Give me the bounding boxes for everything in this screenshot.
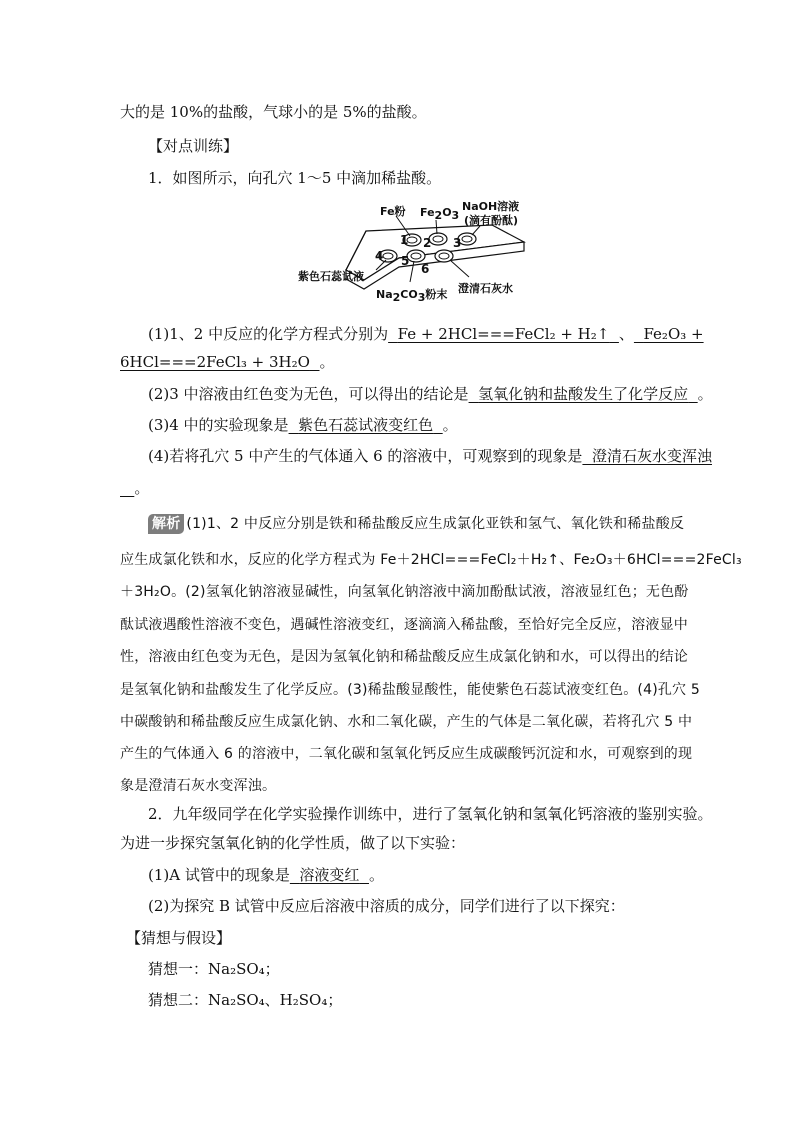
q1-stem: 1．如图所示，向孔穴 1～5 中滴加稀盐酸。 [148,169,442,187]
well-number-5: 5 [401,254,410,268]
q1-answer-1b-start: Fe₂O₃ + [643,325,704,343]
analysis-line-7: 中碳酸钠和稀盐酸反应生成氯化钠、水和二氧化碳，产生的气体是二氧化碳，若将孔穴 5 中 [120,714,693,730]
hypothesis-2: 猜想二：Na₂SO₄、H₂SO₄； [148,991,343,1009]
analysis-line-4: 酞试液遇酸性溶液不变色，遇碱性溶液变红，逐滴滴入稀盐酸，至恰好完全反应，溶液显中 [120,617,688,633]
label-na2co3: Na2CO3粉末 [376,288,448,302]
section-heading-training: 【对点训练】 [148,137,239,155]
q1-answer-1a: Fe + 2HCl===FeCl₂ + H₂↑ [397,325,610,343]
well-5 [407,250,425,262]
q2-stem-1: 2．九年级同学在化学实验操作训练中，进行了氢氧化钠和氢氧化钙溶液的鉴别实验。 [148,805,713,823]
spot-plate-figure [296,198,536,302]
q1-part4-cont: 。 [134,479,150,497]
q1-answer-1b-end: 6HCl===2FeCl₃ + 3H₂O [120,353,310,371]
well-number-2: 2 [423,236,432,250]
well-2 [429,233,447,245]
analysis-line-5: 性，溶液由红色变为无色，是因为氢氧化钠和稀盐酸反应生成氯化钠和水，可以得出的结论 [120,649,688,665]
q2-part2: (2)为探究 B 试管中反应后溶液中溶质的成分，同学们进行了以下探究： [148,897,625,915]
well-number-6: 6 [421,262,430,276]
label-naoh: NaOH溶液 [462,200,520,213]
analysis-badge: 解析 [148,514,184,534]
label-fe2o3: Fe2O3 [420,206,460,222]
q2-part1: (1)A 试管中的现象是 溶液变红 。 [148,866,384,884]
label-limewater: 澄清石灰水 [458,282,513,295]
q1-part4: (4)若将孔穴 5 中产生的气体通入 6 的溶液中，可观察到的现象是 澄清石灰水变浑浊 [148,447,712,465]
q1-answer-4: 澄清石灰水变浑浊 [591,447,712,465]
well-number-3: 3 [453,236,462,250]
analysis-line-6: 是氢氧化钠和盐酸发生了化学反应。(3)稀盐酸显酸性，能使紫色石蕊试液变红色。(4)孔穴 5 [120,682,701,698]
hypothesis-heading: 【猜想与假设】 [126,929,232,947]
q1-part2: (2)3 中溶液由红色变为无色，可以得出的结论是 氢氧化钠和盐酸发生了化学反应 。 [148,385,713,403]
q2-answer-1: 溶液变红 [299,866,360,884]
analysis-line-8: 产生的气体通入 6 的溶液中，二氧化碳和氢氧化钙反应生成碳酸钙沉淀和水，可观察到的现 [120,746,693,762]
hypothesis-1: 猜想一：Na₂SO₄； [148,960,280,978]
label-litmus: 紫色石蕊试液 [298,270,364,283]
analysis-line-3: ＋3H₂O。(2)氢氧化钠溶液显碱性，向氢氧化钠溶液中滴加酚酞试液，溶液显红色；无色酚 [120,584,689,600]
label-phenolphthalein: (滴有酚酞) [464,214,519,227]
analysis-line-1: 解析 (1)1、2 中反应分别是铁和稀盐酸反应生成氯化亚铁和氢气、氧化铁和稀盐酸反 [148,514,684,534]
q1-part1-cont: 6HCl===2FeCl₃ + 3H₂O 。 [120,353,335,371]
q2-stem-2: 为进一步探究氢氧化钠的化学性质，做了以下实验： [120,834,466,852]
q1-part1: (1)1、2 中反应的化学方程式分别为 Fe + 2HCl===FeCl₂ + H₂↑ 、 Fe₂O₃ + [148,325,704,343]
well-number-1: 1 [400,233,409,247]
intro-tail: 大的是 10%的盐酸，气球小的是 5%的盐酸。 [120,103,427,121]
analysis-line-2: 应生成氯化铁和水，反应的化学方程式为 Fe＋2HCl===FeCl₂＋H₂↑、Fe₂O₃＋6HCl===2FeCl₃ [120,552,742,568]
analysis-line-9: 象是澄清石灰水变浑浊。 [120,778,277,794]
q1-part3: (3)4 中的实验现象是 紫色石蕊试液变红色 。 [148,416,458,434]
q1-answer-2: 氢氧化钠和盐酸发生了化学反应 [478,385,689,403]
label-fe-powder: Fe粉 [380,205,406,218]
well-number-4: 4 [375,249,384,263]
q1-answer-3: 紫色石蕊试液变红色 [298,416,434,434]
